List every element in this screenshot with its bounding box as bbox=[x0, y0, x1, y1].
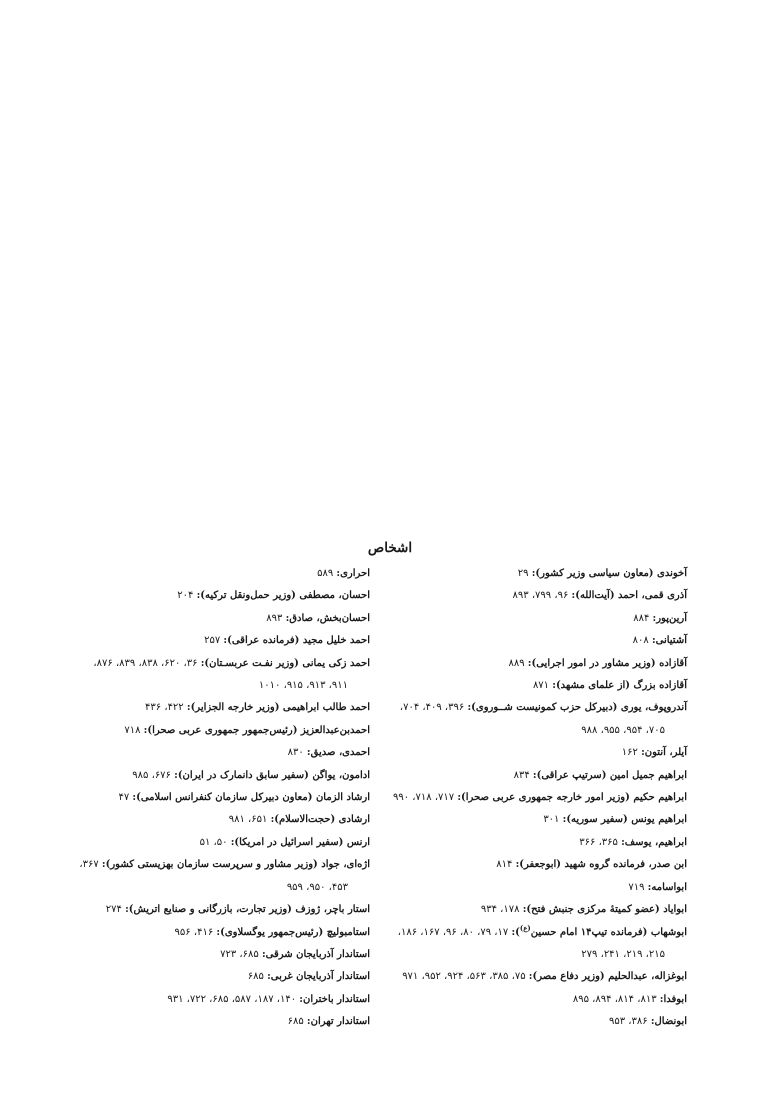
entry-pages: ۷۱۷، ۷۱۸، ۹۹۰ bbox=[392, 792, 455, 804]
entry-name: ادامون، یواگن (سفیر سابق دانمارک در ایران): bbox=[174, 769, 370, 781]
entry-pages: ۸۹۳ bbox=[266, 612, 283, 624]
entry-pages: ۱۶۲ bbox=[621, 747, 638, 759]
index-entry bbox=[40, 765, 370, 787]
entry-name: آذری قمی، احمد (آیت‌الله): bbox=[571, 590, 687, 602]
index-entry bbox=[40, 720, 370, 742]
entry-pages: ۶۸۵ bbox=[247, 971, 264, 983]
index-entry bbox=[367, 787, 687, 809]
entry-pages: ۴۱۶، ۹۵۶ bbox=[174, 926, 214, 938]
entry-name: ابراهیم، یوسف: bbox=[621, 836, 687, 848]
entry-pages-continued: ۷۰۵، ۹۵۴، ۹۵۵، ۹۸۸ bbox=[581, 724, 665, 736]
entry-pages: ۱۷، ۷۹، ۸۰، ۹۶، ۱۶۷، ۱۸۶، bbox=[397, 926, 509, 938]
entry-name: آرین‌پور: bbox=[652, 612, 687, 624]
index-entry bbox=[367, 765, 687, 787]
entry-pages: ۷۱۸ bbox=[124, 724, 141, 736]
index-entry bbox=[367, 697, 687, 719]
entry-pages: ۳۶، ۶۲۰، ۸۳۸، ۸۳۹، ۸۷۶، bbox=[93, 657, 198, 669]
entry-pages: ۶۵۱، ۹۸۱ bbox=[228, 814, 268, 826]
entry-name: آیلر، آنتون: bbox=[641, 747, 687, 759]
entry-pages: ۲۷۴ bbox=[105, 904, 122, 916]
index-entry bbox=[40, 563, 370, 585]
index-entry bbox=[367, 854, 687, 876]
entry-pages: ۴۲۲، ۴۳۶ bbox=[145, 702, 184, 714]
index-entry bbox=[367, 742, 687, 764]
entry-pages: ۳۹۶، ۴۰۹، ۷۰۴، bbox=[399, 702, 465, 714]
entry-pages: ۹۶، ۷۹۹، ۸۹۳ bbox=[512, 590, 569, 602]
index-entry bbox=[367, 653, 687, 675]
entry-name: احمد زکی یمانی (وزیر نفـت عربسـتان): bbox=[200, 657, 370, 669]
entry-pages: ۶۸۵، ۷۲۳ bbox=[220, 948, 259, 960]
entry-name: احسان، مصطفی (وزیر حمل‌ونقل ترکیه): bbox=[196, 590, 370, 602]
entry-pages: ۸۱۴ bbox=[496, 859, 513, 871]
index-entry bbox=[40, 832, 370, 854]
entry-name: ارشادی (حجت‌الاسلام): bbox=[270, 814, 370, 826]
index-entry bbox=[40, 787, 370, 809]
entry-name: ابوشهاب (فرمانده تیپ۱۴ امام حسین bbox=[530, 926, 687, 938]
reference-mark: (ع) bbox=[519, 923, 531, 933]
entry-pages: ۱۷۸، ۹۳۴ bbox=[480, 904, 520, 916]
index-entry bbox=[367, 585, 687, 607]
entry-name: استار باچر، ژوزف (وزیر تجارت، بازرگانی و صنایع اتریش): bbox=[125, 904, 370, 916]
entry-name: احسان‌بخش، صادق: bbox=[285, 612, 370, 624]
entry-pages-continued: ۴۵۳، ۹۵۰، ۹۵۹ bbox=[286, 881, 348, 893]
index-column-left bbox=[40, 563, 370, 1034]
entry-pages: ۸۸۹ bbox=[508, 657, 525, 669]
entry-name: آخوندی (معاون سیاسی وزیر کشور): bbox=[531, 568, 687, 579]
index-entry bbox=[40, 854, 370, 876]
entry-name: احمدبن‌عبدالعزیز (رئیس‌جمهور جمهوری عربی صحرا): bbox=[143, 724, 370, 736]
entry-pages: ۸۷۱ bbox=[532, 680, 550, 692]
entry-pages: ۸۳۰ bbox=[287, 747, 304, 759]
index-entry bbox=[367, 675, 687, 697]
entry-pages: ۸۱۳، ۸۱۴، ۸۹۴، ۸۹۵ bbox=[572, 993, 657, 1005]
entry-pages: ۳۰۱ bbox=[543, 814, 560, 826]
index-entry bbox=[40, 944, 370, 966]
index-entry bbox=[40, 742, 370, 764]
index-entry bbox=[40, 809, 370, 831]
index-entry bbox=[40, 966, 370, 988]
index-entry bbox=[367, 563, 687, 585]
entry-pages: ۵۰، ۵۱ bbox=[199, 836, 228, 848]
entry-name: اژه‌ای، جواد (وزیر مشاور و سرپرست سازمان بهزیستی کشور): bbox=[101, 859, 370, 871]
index-column-right bbox=[367, 563, 687, 1034]
entry-pages: ۲۰۴ bbox=[177, 590, 194, 602]
entry-pages: ۳۶۵، ۳۶۶ bbox=[579, 836, 618, 848]
entry-pages: ۱۴۰، ۱۸۷، ۵۸۷، ۶۸۵، ۷۲۲، ۹۳۱ bbox=[167, 993, 297, 1005]
entry-name: استاندار آذربایجان شرقی: bbox=[261, 948, 370, 960]
entry-name: احمد خلیل مجید (فرمانده عراقی): bbox=[223, 635, 370, 647]
entry-pages: ۸۸۴ bbox=[633, 612, 650, 624]
entry-pages: ۶۸۵ bbox=[287, 1016, 304, 1028]
entry-pages: ۷۱۹ bbox=[628, 881, 645, 893]
index-entry bbox=[367, 608, 687, 630]
index-entry bbox=[40, 608, 370, 630]
entry-name: احراری: bbox=[336, 568, 370, 579]
entry-name: آقازاده (وزیر مشاور در امور اجرایی): bbox=[527, 657, 687, 669]
entry-name: استاندار آذربایجان غربی: bbox=[267, 971, 370, 983]
entry-pages: ۶۷۶، ۹۸۵ bbox=[132, 769, 171, 781]
index-entry bbox=[367, 966, 687, 988]
index-entry bbox=[40, 899, 370, 921]
entry-name: ارشاد الزمان (معاون دبیرکل سازمان کنفرانس اسلامی): bbox=[132, 792, 370, 804]
entry-name: استاندار باختران: bbox=[299, 993, 370, 1005]
entry-pages: ۳۸۶، ۹۵۳ bbox=[608, 1016, 648, 1028]
entry-name: ابن صدر، فرمانده گروه شهید (ابوجعفر): bbox=[515, 859, 687, 871]
index-entry bbox=[367, 630, 687, 652]
entry-name: ابوغزاله، عبدالحلیم (وزیر دفاع مصر): bbox=[528, 971, 687, 983]
page-title: اشخاص bbox=[367, 540, 413, 556]
index-entry bbox=[367, 809, 687, 831]
entry-name: ابراهیم یونس (سفیر سوریه): bbox=[562, 814, 687, 826]
entry-pages: ۷۵، ۳۸۵، ۵۶۳، ۹۲۴، ۹۵۲، ۹۷۱ bbox=[402, 971, 526, 983]
entry-name: آقازاده بزرگ (از علمای مشهد): bbox=[552, 680, 687, 692]
entry-pages: ۴۷ bbox=[118, 792, 130, 804]
entry-name: ابونضال: bbox=[650, 1016, 687, 1028]
index-entry bbox=[40, 1011, 370, 1033]
index-entry bbox=[367, 989, 687, 1011]
index-entry bbox=[40, 989, 370, 1011]
entry-name-end: ): bbox=[511, 926, 520, 938]
index-entry bbox=[40, 697, 370, 719]
index-entry bbox=[40, 585, 370, 607]
entry-pages: ۳۶۷، bbox=[79, 859, 99, 871]
entry-name: آشتیانی: bbox=[651, 635, 687, 647]
entry-name: احمد طالب ابراهیمی (وزیر خارجه الجزایر): bbox=[186, 702, 370, 714]
entry-pages-continued: ۲۱۵، ۲۱۹، ۲۴۱، ۲۷۹ bbox=[581, 948, 665, 960]
index-entry bbox=[367, 877, 687, 899]
entry-name: استاندار تهران: bbox=[306, 1016, 370, 1028]
entry-name: استامبولیچ (رئیس‌جمهور یوگسلاوی): bbox=[216, 926, 370, 938]
entry-name: ارنس (سفیر اسرائیل در امریکا): bbox=[230, 836, 370, 848]
index-entry bbox=[367, 832, 687, 854]
entry-pages: ۵۸۹ bbox=[317, 568, 334, 579]
entry-pages: ۲۵۷ bbox=[204, 635, 221, 647]
entry-name: ابراهیم جمیل امین (سرتیپ عراقی): bbox=[532, 769, 687, 781]
entry-name: ابوفدا: bbox=[659, 993, 687, 1005]
index-entry bbox=[367, 1011, 687, 1033]
index-entry bbox=[40, 653, 370, 675]
index-entry bbox=[367, 899, 687, 921]
index-entry bbox=[40, 922, 370, 944]
entry-name: احمدی، صدیق: bbox=[306, 747, 370, 759]
entry-name: ابواسامه: bbox=[647, 881, 687, 893]
entry-name: ابراهیم حکیم (وزیر امور خارجه جمهوری عربی صحرا): bbox=[457, 792, 687, 804]
entry-name: آندروپوف، یوری (دبیرکل حزب کمونیست شــوروی): bbox=[467, 702, 687, 714]
entry-pages: ۸۰۸ bbox=[632, 635, 649, 647]
entry-pages: ۲۹ bbox=[517, 568, 529, 579]
entry-pages-continued: ۹۱۱، ۹۱۳، ۹۱۵، ۱۰۱۰ bbox=[258, 680, 348, 692]
entry-name: ابوایاد (عضو کمیتهٔ مرکزی جنبش فتح): bbox=[522, 904, 687, 916]
entry-pages: ۸۳۴ bbox=[513, 769, 530, 781]
index-entry bbox=[40, 630, 370, 652]
index-entry bbox=[367, 922, 687, 944]
